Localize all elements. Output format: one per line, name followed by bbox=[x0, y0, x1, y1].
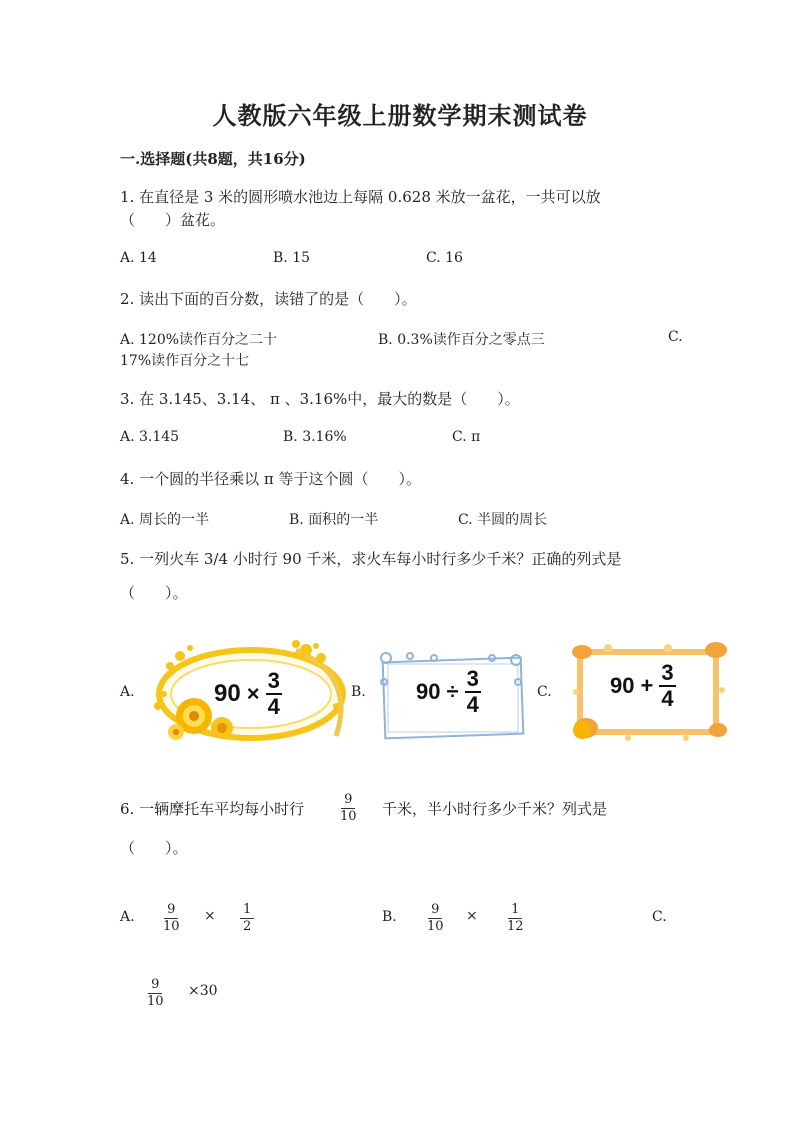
option-b-numerator-2: 1 bbox=[508, 903, 522, 919]
question-6-text-post: 千米，半小时行多少千米？列式是 bbox=[382, 800, 608, 818]
question-6-fraction-denominator: 10 bbox=[340, 809, 357, 824]
option-c-numerator: 9 bbox=[148, 978, 162, 994]
question-1-option-a: A. 14 bbox=[120, 250, 157, 266]
expr-b-whole: 90 bbox=[416, 679, 441, 704]
question-4-option-c: C. 半圆的周长 bbox=[458, 512, 548, 528]
question-6-option-a-fraction-2 bbox=[240, 903, 254, 934]
question-6-option-b-fraction-2 bbox=[504, 903, 527, 934]
question-6-option-c-fraction bbox=[144, 978, 167, 1009]
question-6-fraction-numerator: 9 bbox=[341, 793, 355, 809]
question-5-line2: （ ）。 bbox=[120, 584, 188, 602]
question-2-option-c-label: C. bbox=[668, 329, 683, 345]
question-2-text: 2. 读出下面的百分数，读错了的是（ ）。 bbox=[120, 290, 417, 308]
question-5-option-c-label: C. bbox=[537, 684, 552, 700]
option-a-numerator-1: 9 bbox=[164, 903, 178, 919]
question-5-option-a-image bbox=[146, 636, 346, 748]
expr-a-denominator: 4 bbox=[267, 694, 280, 719]
question-4-option-a: A. 周长的一半 bbox=[120, 512, 210, 528]
question-2-option-a: A. 120%读作百分之二十 bbox=[120, 332, 278, 348]
option-a-times: × bbox=[204, 908, 216, 924]
option-c-denominator: 10 bbox=[147, 994, 164, 1009]
question-1-option-b: B. 15 bbox=[273, 250, 311, 266]
question-6-fraction bbox=[337, 793, 360, 824]
question-6-option-a-label: A. bbox=[120, 909, 135, 925]
section-heading: 一.选择题(共8题，共16分) bbox=[120, 150, 306, 168]
expr-a-operator: × bbox=[246, 681, 260, 706]
question-1-line1: 1. 在直径是 3 米的圆形喷水池边上每隔 0.628 米放一盆花，一共可以放 bbox=[120, 188, 601, 206]
option-b-times: × bbox=[466, 908, 478, 924]
expr-a-fraction bbox=[266, 670, 282, 718]
question-6-option-a-fraction-1 bbox=[160, 903, 183, 934]
expr-a-numerator: 3 bbox=[267, 668, 280, 693]
question-6-option-c-label: C. bbox=[652, 909, 667, 925]
question-6-option-b-label: B. bbox=[382, 909, 397, 925]
question-2-option-b: B. 0.3%读作百分之零点三 bbox=[378, 332, 545, 348]
question-2-option-c-text: 17%读作百分之十七 bbox=[120, 353, 250, 369]
question-4-option-b: B. 面积的一半 bbox=[289, 512, 379, 528]
expr-c-whole: 90 bbox=[610, 673, 635, 698]
option-b-denominator-2: 12 bbox=[507, 919, 524, 934]
option-b-numerator-1: 9 bbox=[428, 903, 442, 919]
question-5-option-b-image bbox=[374, 648, 530, 742]
question-3-text: 3. 在 3.145、3.14、 π 、3.16%中，最大的数是（ ）。 bbox=[120, 390, 520, 408]
option-c-tail: ×30 bbox=[188, 983, 218, 999]
page-title: 人教版六年级上册数学期末测试卷 bbox=[212, 101, 588, 130]
question-6-option-b-fraction-1 bbox=[424, 903, 447, 934]
expr-c-denominator: 4 bbox=[661, 686, 674, 711]
question-3-option-a: A. 3.145 bbox=[120, 429, 180, 445]
option-a-denominator-1: 10 bbox=[163, 919, 180, 934]
expr-b-operator: ÷ bbox=[446, 679, 459, 704]
expr-b-fraction bbox=[465, 668, 481, 716]
question-3-option-c: C. π bbox=[452, 429, 481, 445]
question-6-text-pre: 6. 一辆摩托车平均每小时行 bbox=[120, 800, 305, 818]
question-1-option-c: C. 16 bbox=[426, 250, 463, 266]
question-5-option-a-label: A. bbox=[120, 684, 135, 700]
question-5-line1: 5. 一列火车 3/4 小时行 90 千米，求火车每小时行多少千米？正确的列式是 bbox=[120, 550, 622, 568]
option-a-numerator-2: 1 bbox=[240, 903, 254, 919]
question-6-line2: （ ）。 bbox=[120, 839, 188, 857]
question-5-option-b-label: B. bbox=[351, 684, 366, 700]
option-a-denominator-2: 2 bbox=[243, 919, 252, 934]
expr-a-whole: 90 bbox=[214, 680, 241, 707]
question-3-option-b: B. 3.16% bbox=[283, 429, 347, 445]
expr-c-numerator: 3 bbox=[661, 660, 674, 685]
expr-b-numerator: 3 bbox=[466, 666, 479, 691]
expr-c-fraction bbox=[659, 662, 675, 710]
expr-c-operator: + bbox=[640, 673, 654, 698]
expr-b-denominator: 4 bbox=[466, 692, 479, 717]
option-b-denominator-1: 10 bbox=[427, 919, 444, 934]
question-1-line2: （ ）盆花。 bbox=[120, 211, 226, 229]
question-5-option-c-image bbox=[568, 640, 728, 744]
question-4-text: 4. 一个圆的半径乘以 π 等于这个圆（ ）。 bbox=[120, 470, 421, 488]
